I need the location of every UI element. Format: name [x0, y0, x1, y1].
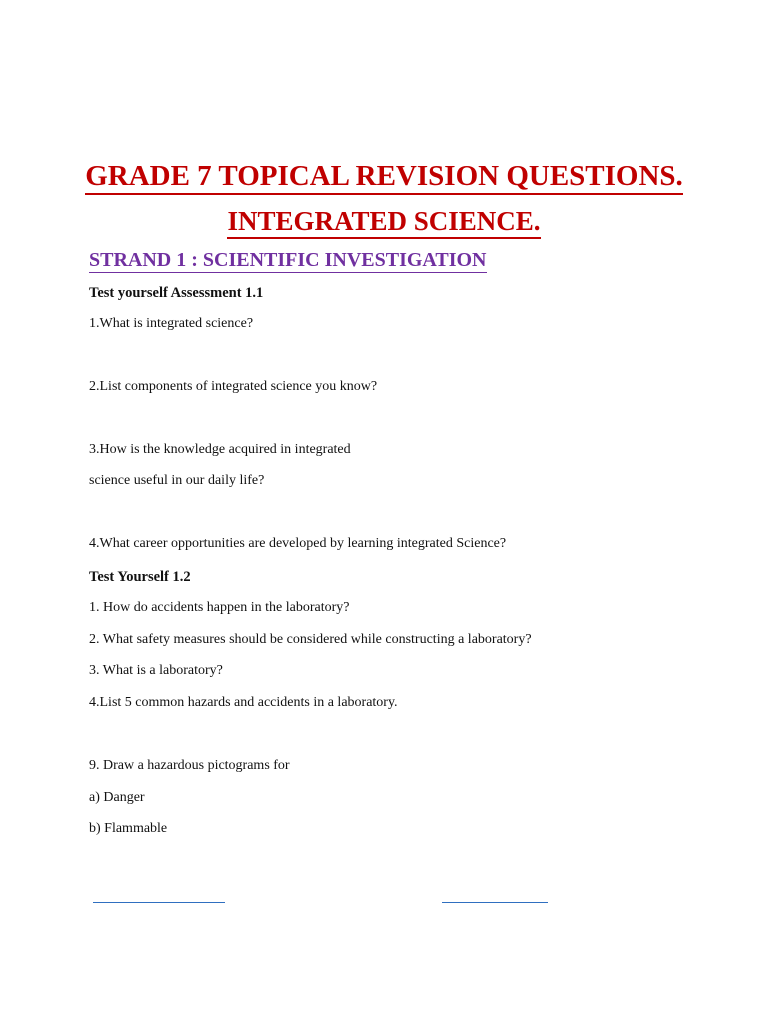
question-line: 2. What safety measures should be considered while constructing a laboratory? [89, 632, 532, 647]
question-line: 2.List components of integrated science you know? [89, 379, 378, 394]
question-line: 3.How is the knowledge acquired in integrated [89, 442, 351, 457]
question-line: 4.List 5 common hazards and accidents in a laboratory. [89, 695, 398, 710]
section-heading-assessment-1-1: Test yourself Assessment 1.1 [89, 285, 264, 301]
question-line: science useful in our daily life? [89, 473, 265, 488]
strand-heading [89, 249, 487, 272]
question-line: b) Flammable [89, 821, 168, 836]
document-subtitle-text: INTEGRATED SCIENCE. [227, 206, 540, 239]
question-line: a) Danger [89, 790, 145, 805]
question-line: 3. What is a laboratory? [89, 663, 223, 678]
question-line: 1.What is integrated science? [89, 316, 254, 331]
document-title-text: GRADE 7 TOPICAL REVISION QUESTIONS. [85, 160, 683, 195]
question-line: 4.What career opportunities are developed by learning integrated Science? [89, 536, 507, 551]
question-line: 9. Draw a hazardous pictograms for [89, 758, 290, 773]
document-subtitle [0, 206, 768, 237]
link-underline-right[interactable] [442, 902, 548, 903]
link-underline-left[interactable] [93, 902, 225, 903]
question-line: 1. How do accidents happen in the laboratory? [89, 600, 350, 615]
strand-heading-text: STRAND 1 : SCIENTIFIC INVESTIGATION [89, 249, 487, 271]
section-heading-test-yourself-1-2: Test Yourself 1.2 [89, 569, 191, 585]
document-title [0, 160, 768, 193]
